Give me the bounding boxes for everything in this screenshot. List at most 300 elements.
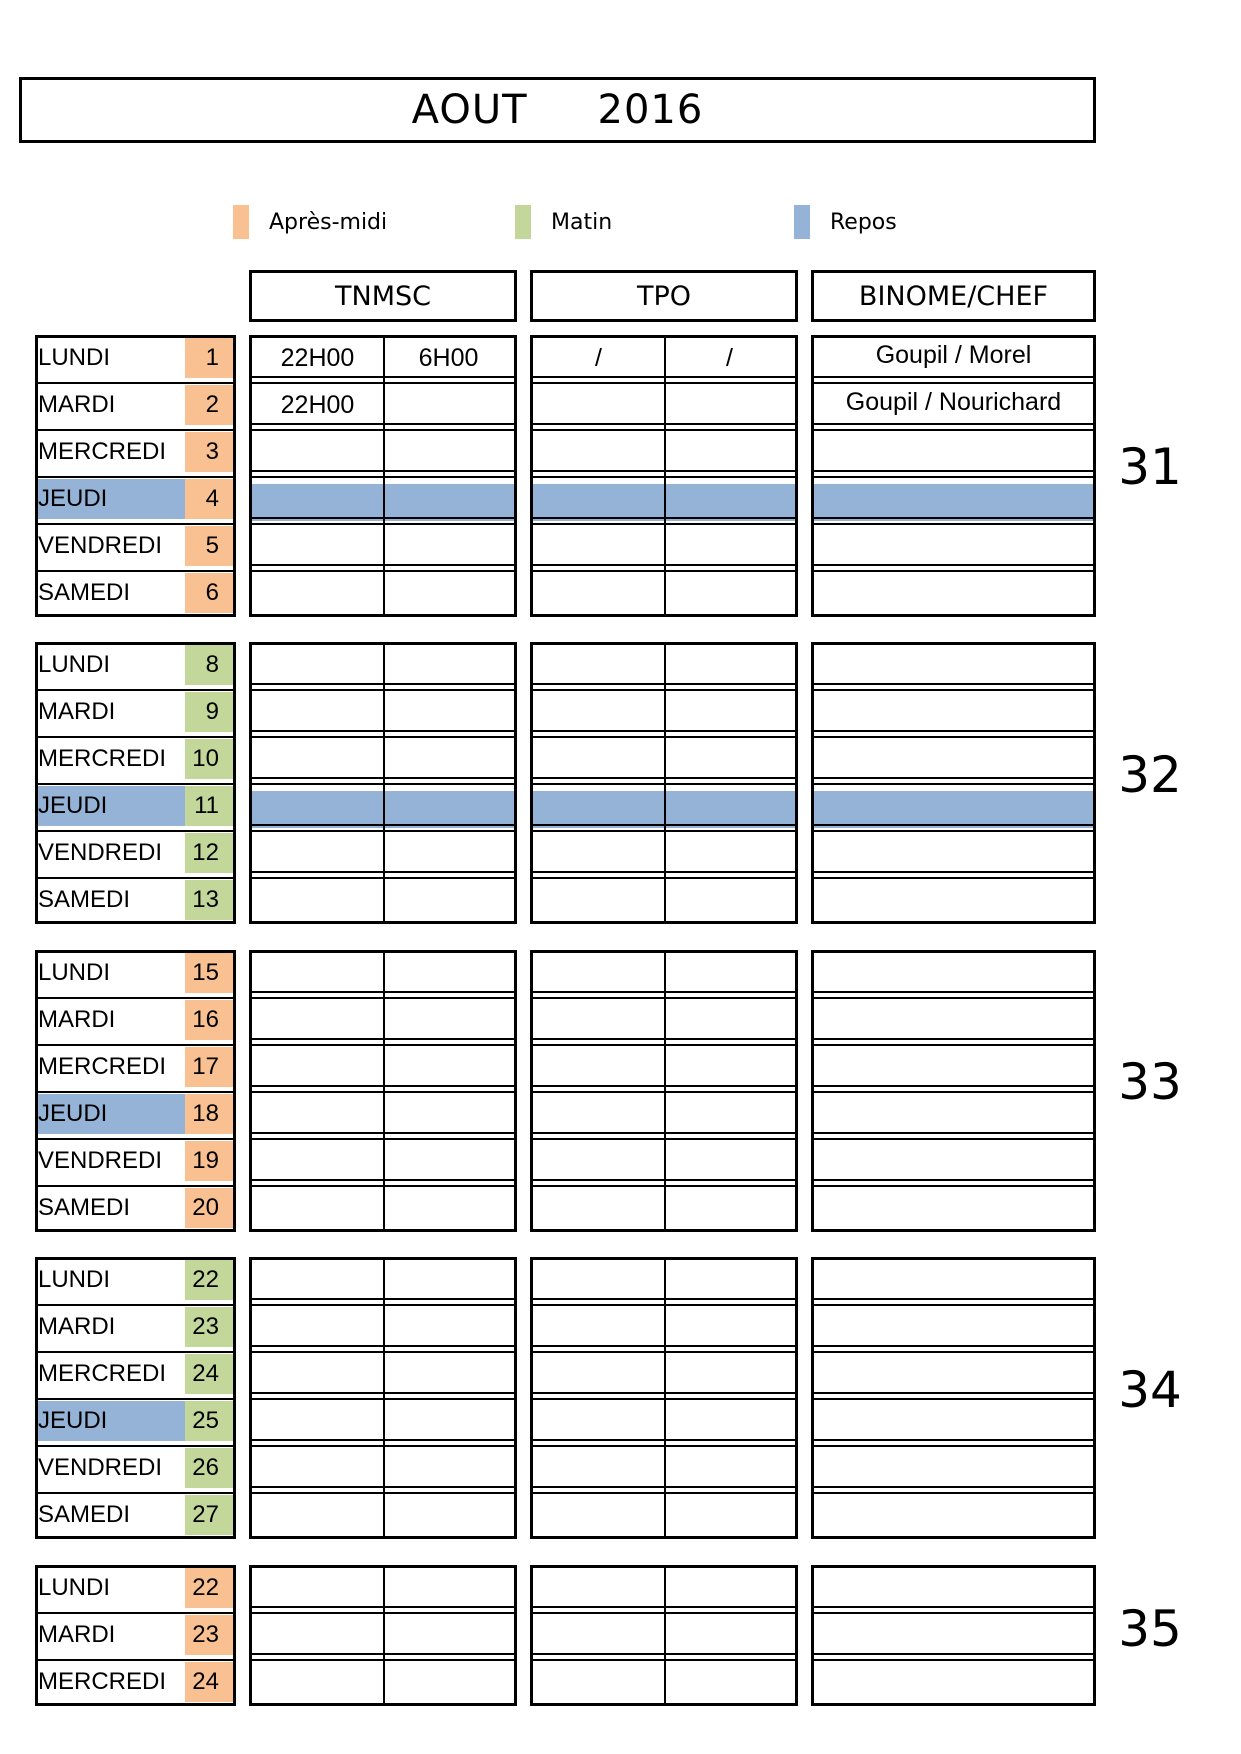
row-divider [814,1038,1093,1040]
day-name: MARDI [38,391,116,418]
table-row [38,953,233,993]
day-date: 8 [185,645,233,685]
cell-tnmsc[interactable] [252,1448,383,1488]
row-divider [814,564,1093,566]
cell-tnmsc[interactable] [252,1354,383,1394]
cell-tnmsc[interactable]: 22H00 [280,391,355,419]
column-divider [664,1568,666,1703]
cell-tpo[interactable] [664,739,795,779]
row-divider [38,1091,233,1093]
day-date: 23 [185,1615,233,1655]
column-divider [383,338,385,614]
table-row [38,739,233,779]
table-row [814,1495,1093,1535]
cell-tpo[interactable] [533,1401,664,1441]
day-date: 16 [185,1000,233,1040]
table-row [814,1000,1093,1040]
row-divider [38,382,233,384]
column-header-tpo: TPO [530,270,798,322]
cell-tpo[interactable] [533,1000,664,1040]
cell-tpo[interactable] [533,692,664,732]
week-number: 32 [1118,746,1182,804]
cell-tnmsc[interactable] [252,432,383,472]
cell-binome[interactable] [814,1138,1093,1178]
column-divider [383,953,385,1229]
table-row [814,338,1093,378]
day-name: SAMEDI [38,579,131,606]
table-row [38,1401,233,1441]
row-divider [814,777,1093,779]
column-divider [383,1568,385,1703]
cell-tpo[interactable] [533,573,664,613]
table-row [38,1141,233,1181]
day-date: 23 [185,1307,233,1347]
row-divider [814,1392,1093,1394]
row-divider [38,570,233,572]
cell-tpo[interactable] [664,1141,795,1181]
row-divider [38,1044,233,1046]
grid-block-tpo [530,950,798,1232]
cell-tpo[interactable] [533,479,664,519]
cell-tpo[interactable] [533,1662,664,1702]
row-divider [814,730,1093,732]
table-row [814,1260,1093,1300]
table-row [38,573,233,613]
table-row [814,526,1093,566]
table-row [38,1568,233,1608]
cell-tnmsc[interactable] [252,1188,383,1228]
cell-tnmsc[interactable] [383,526,514,566]
cell-binome[interactable] [814,1185,1093,1225]
cell-tnmsc[interactable] [383,1047,514,1087]
day-date: 12 [185,833,233,873]
cell-tnmsc[interactable] [252,786,383,826]
cell-tnmsc[interactable] [252,1495,383,1535]
row-divider [38,736,233,738]
cell-tnmsc[interactable] [252,479,383,519]
day-date: 22 [185,1260,233,1300]
table-row [814,833,1093,873]
cell-tpo[interactable] [533,1495,664,1535]
row-divider [814,1653,1093,1655]
cell-tnmsc[interactable] [252,1615,383,1655]
column-divider [383,1260,385,1536]
day-block [35,335,236,617]
cell-tpo[interactable] [664,1448,795,1488]
table-row [814,739,1093,779]
grid-block-tnmsc [249,335,517,617]
day-date: 3 [185,432,233,472]
cell-tpo[interactable] [533,1448,664,1488]
table-row [38,1307,233,1347]
table-row [38,1354,233,1394]
cell-tpo[interactable] [533,1141,664,1181]
day-name: SAMEDI [38,1194,131,1221]
cell-tnmsc[interactable] [383,385,514,425]
cell-tnmsc[interactable] [383,1000,514,1040]
table-row [814,1354,1093,1394]
week-number: 35 [1118,1600,1182,1658]
cell-binome[interactable] [814,1257,1093,1297]
day-name: VENDREDI [38,839,163,866]
day-date: 10 [185,739,233,779]
table-row [38,692,233,732]
table-row [38,338,233,378]
cell-tnmsc[interactable] [383,692,514,732]
cell-tnmsc[interactable] [383,1094,514,1134]
day-name: JEUDI [38,792,108,819]
row-divider [814,376,1093,378]
cell-tnmsc[interactable] [252,1047,383,1087]
cell-tnmsc[interactable] [252,1094,383,1134]
row-divider [38,1492,233,1494]
table-row [38,1094,233,1134]
table-row [814,1047,1093,1087]
table-row [814,385,1093,425]
cell-tnmsc[interactable]: 6H00 [418,344,479,372]
table-row [38,880,233,920]
cell-tnmsc[interactable] [252,1568,383,1608]
cell-tpo[interactable] [664,1047,795,1087]
day-date: 5 [185,526,233,566]
row-divider [814,423,1093,425]
day-name: JEUDI [38,485,108,512]
row-divider [38,1304,233,1306]
row-divider [814,1606,1093,1608]
cell-tpo[interactable] [664,526,795,566]
cell-tnmsc[interactable] [252,573,383,613]
cell-tpo[interactable] [664,1401,795,1441]
cell-tnmsc[interactable] [252,739,383,779]
cell-tpo[interactable] [533,1307,664,1347]
day-name: MERCREDI [38,1053,167,1080]
cell-binome[interactable] [814,476,1093,516]
cell-binome[interactable] [814,1304,1093,1344]
day-date: 27 [185,1495,233,1535]
cell-tnmsc[interactable] [252,953,383,993]
cell-tpo[interactable] [664,1188,795,1228]
table-row [814,692,1093,732]
cell-tpo[interactable] [533,1047,664,1087]
cell-tpo[interactable] [664,1000,795,1040]
cell-tpo[interactable]: / [595,344,602,372]
day-date: 25 [185,1401,233,1441]
table-row [814,1401,1093,1441]
cell-tpo[interactable] [533,432,664,472]
grid-block-tnmsc [249,642,517,924]
table-row [814,645,1093,685]
title-year: 2016 [597,87,704,133]
week-number: 33 [1118,1053,1182,1111]
cell-tnmsc[interactable] [252,1662,383,1702]
cell-tnmsc[interactable] [383,1141,514,1181]
day-name: VENDREDI [38,1454,163,1481]
cell-binome[interactable] [814,642,1093,682]
cell-tnmsc[interactable] [383,739,514,779]
day-date: 20 [185,1188,233,1228]
cell-tnmsc[interactable] [383,432,514,472]
cell-binome[interactable] [814,1091,1093,1131]
cell-tnmsc[interactable] [383,1495,514,1535]
day-block [35,1565,236,1706]
row-divider [814,470,1093,472]
table-row [814,1448,1093,1488]
row-divider [814,991,1093,993]
cell-binome[interactable] [814,1044,1093,1084]
cell-tnmsc[interactable] [252,1260,383,1300]
cell-tpo[interactable] [533,1094,664,1134]
cell-tnmsc[interactable] [383,645,514,685]
cell-binome[interactable] [814,1398,1093,1438]
day-name: LUNDI [38,1574,111,1601]
cell-tnmsc[interactable] [383,1188,514,1228]
cell-tnmsc[interactable] [383,786,514,826]
cell-tpo[interactable] [533,1188,664,1228]
day-date: 17 [185,1047,233,1087]
cell-tnmsc[interactable] [383,953,514,993]
row-divider [814,683,1093,685]
row-divider [814,1179,1093,1181]
cell-tnmsc[interactable] [252,1401,383,1441]
day-name: LUNDI [38,959,111,986]
cell-binome[interactable] [814,1492,1093,1532]
cell-binome[interactable] [814,429,1093,469]
table-row [38,1047,233,1087]
day-name: LUNDI [38,1266,111,1293]
cell-binome[interactable] [814,523,1093,563]
cell-tpo[interactable] [664,1094,795,1134]
cell-tnmsc[interactable] [383,1568,514,1608]
row-divider [38,429,233,431]
cell-tpo[interactable] [664,786,795,826]
cell-tpo[interactable] [664,1615,795,1655]
cell-binome[interactable] [814,570,1093,610]
day-name: MARDI [38,1006,116,1033]
table-row [814,1615,1093,1655]
table-row [38,1615,233,1655]
cell-tpo[interactable] [533,833,664,873]
cell-tpo[interactable] [664,692,795,732]
cell-tpo[interactable] [664,1260,795,1300]
row-divider [814,1439,1093,1441]
cell-tpo[interactable] [533,786,664,826]
cell-tpo[interactable] [664,432,795,472]
cell-tnmsc[interactable] [383,833,514,873]
cell-binome[interactable] [814,1612,1093,1652]
table-row [814,1307,1093,1347]
row-divider [38,1659,233,1661]
cell-tpo[interactable] [533,953,664,993]
cell-binome[interactable] [814,1351,1093,1391]
cell-tnmsc[interactable] [383,573,514,613]
day-name: SAMEDI [38,886,131,913]
cell-binome[interactable] [814,689,1093,729]
cell-binome[interactable] [814,830,1093,870]
cell-tpo[interactable]: / [726,344,733,372]
day-block [35,1257,236,1539]
row-divider [814,1486,1093,1488]
day-date: 24 [185,1662,233,1702]
day-date: 22 [185,1568,233,1608]
cell-tnmsc[interactable] [252,1000,383,1040]
table-row [38,1662,233,1702]
cell-tpo[interactable] [533,1354,664,1394]
cell-tpo[interactable] [664,385,795,425]
row-divider [38,476,233,478]
row-divider [814,871,1093,873]
row-divider [38,1351,233,1353]
cell-tnmsc[interactable] [252,880,383,920]
row-divider [38,1398,233,1400]
cell-tnmsc[interactable] [383,1448,514,1488]
cell-tpo[interactable] [664,1568,795,1608]
cell-tnmsc[interactable] [383,1260,514,1300]
cell-tpo[interactable] [533,880,664,920]
day-name: MARDI [38,698,116,725]
cell-tpo[interactable] [533,526,664,566]
row-divider [38,523,233,525]
table-row [814,479,1093,519]
cell-tpo[interactable] [664,953,795,993]
day-name: MARDI [38,1621,116,1648]
day-name: VENDREDI [38,532,163,559]
grid-block-tnmsc [249,950,517,1232]
day-date: 13 [185,880,233,920]
grid-block-tnmsc [249,1257,517,1539]
column-header-tnmsc: TNMSC [249,270,517,322]
cell-tpo[interactable] [664,880,795,920]
legend-swatch-repos [794,205,810,239]
cell-binome[interactable] [814,783,1093,823]
cell-tnmsc[interactable] [383,479,514,519]
grid-block-binome [811,1257,1096,1539]
cell-tpo[interactable] [533,645,664,685]
cell-binome[interactable] [814,877,1093,917]
day-date: 9 [185,692,233,732]
table-row [38,432,233,472]
cell-tpo[interactable] [533,1615,664,1655]
cell-tpo[interactable] [664,1354,795,1394]
cell-tnmsc[interactable] [252,645,383,685]
day-date: 26 [185,1448,233,1488]
cell-tpo[interactable] [664,833,795,873]
grid-block-tpo [530,335,798,617]
cell-tnmsc[interactable] [383,880,514,920]
table-row [38,1495,233,1535]
cell-binome[interactable] [814,997,1093,1037]
day-date: 15 [185,953,233,993]
table-row [814,1141,1093,1181]
cell-tpo[interactable] [664,573,795,613]
cell-tnmsc[interactable] [252,692,383,732]
cell-tnmsc[interactable]: 22H00 [280,344,355,372]
legend-item-apres-midi [233,205,387,239]
grid-block-binome [811,335,1096,617]
cell-tpo[interactable] [533,739,664,779]
legend-label: Matin [551,209,613,235]
row-divider [814,824,1093,826]
row-divider [814,1345,1093,1347]
cell-binome[interactable] [814,1445,1093,1485]
row-divider [814,1132,1093,1134]
day-date: 4 [185,479,233,519]
title-month: AOUT [411,87,528,133]
row-divider [38,1185,233,1187]
cell-tnmsc[interactable] [383,1307,514,1347]
table-row [814,573,1093,613]
cell-tpo[interactable] [664,479,795,519]
cell-binome[interactable]: Goupil / Morel [875,341,1032,369]
grid-block-binome [811,950,1096,1232]
row-divider [38,997,233,999]
cell-tpo[interactable] [664,1495,795,1535]
cell-tnmsc[interactable] [252,1307,383,1347]
grid-block-tpo [530,1565,798,1706]
row-divider [38,830,233,832]
column-divider [664,645,666,921]
cell-binome[interactable] [814,1565,1093,1605]
page-title [19,77,1096,143]
cell-tpo[interactable] [664,1662,795,1702]
day-date: 19 [185,1141,233,1181]
cell-tnmsc[interactable] [383,1401,514,1441]
table-row [814,1662,1093,1702]
cell-tnmsc[interactable] [383,1662,514,1702]
cell-binome[interactable]: Goupil / Nourichard [845,388,1062,416]
cell-tpo[interactable] [664,1307,795,1347]
cell-binome[interactable] [814,1659,1093,1699]
legend-swatch-matin [515,205,531,239]
row-divider [38,689,233,691]
column-header-binome-chef: BINOME/CHEF [811,270,1096,322]
table-row [814,880,1093,920]
column-divider [664,1260,666,1536]
grid-block-tpo [530,642,798,924]
table-row [38,786,233,826]
legend-item-repos [794,205,897,239]
cell-tnmsc[interactable] [252,526,383,566]
day-name: SAMEDI [38,1501,131,1528]
row-divider [38,1612,233,1614]
grid-block-tpo [530,1257,798,1539]
table-row [814,953,1093,993]
day-name: MERCREDI [38,1668,167,1695]
grid-block-binome [811,1565,1096,1706]
day-name: JEUDI [38,1100,108,1127]
column-divider [383,645,385,921]
day-name: MERCREDI [38,438,167,465]
grid-block-tnmsc [249,1565,517,1706]
cell-tpo[interactable] [533,385,664,425]
day-name: LUNDI [38,344,111,371]
table-row [814,1568,1093,1608]
cell-tnmsc[interactable] [252,1141,383,1181]
cell-tnmsc[interactable] [383,1615,514,1655]
day-name: VENDREDI [38,1147,163,1174]
cell-tnmsc[interactable] [383,1354,514,1394]
legend-label: Après-midi [269,209,388,235]
cell-tpo[interactable] [533,1568,664,1608]
day-name: JEUDI [38,1407,108,1434]
legend-label: Repos [830,209,897,235]
cell-tpo[interactable] [664,645,795,685]
cell-tpo[interactable] [533,1260,664,1300]
cell-binome[interactable] [814,736,1093,776]
legend-item-matin [515,205,612,239]
cell-tnmsc[interactable] [252,833,383,873]
cell-binome[interactable] [814,950,1093,990]
table-row [814,432,1093,472]
